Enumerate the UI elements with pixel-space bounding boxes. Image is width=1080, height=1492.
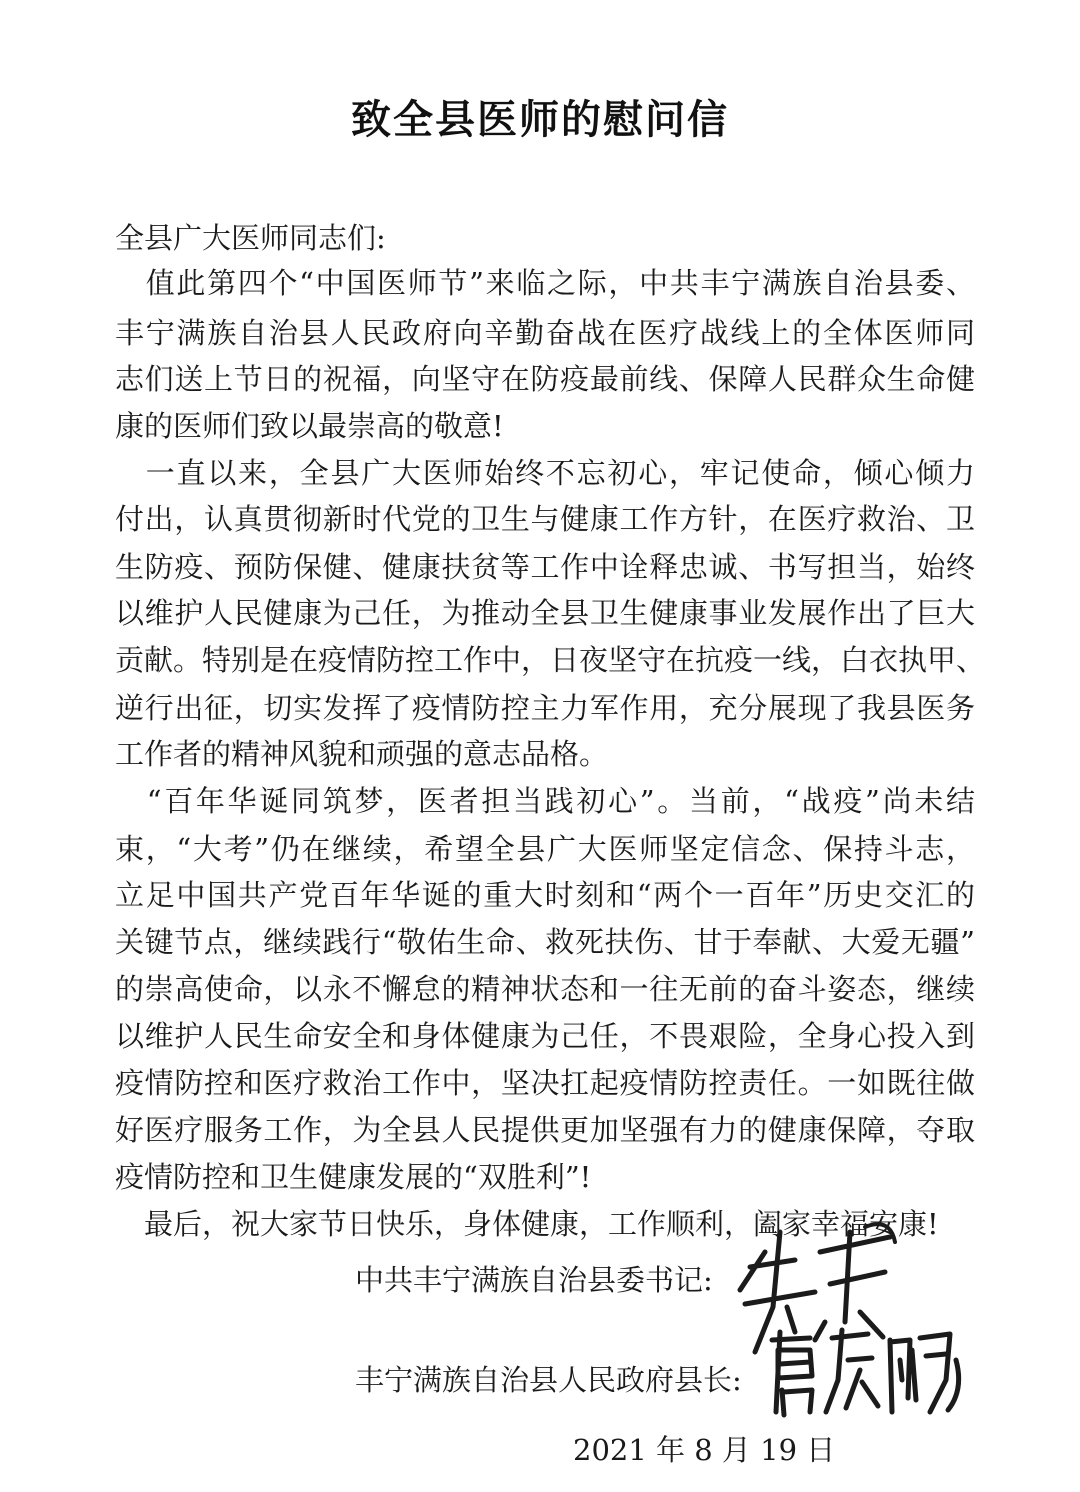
body-line: 逆行出征，切实发挥了疫情防控主力军作用，充分展现了我县医务 — [115, 691, 975, 725]
body-line: 康的医师们致以最崇高的敬意! — [115, 409, 504, 443]
body-line: 以维护人民健康为己任，为推动全县卫生健康事业发展作出了巨大 — [115, 596, 975, 630]
body-line: 值此第四个“中国医师节”来临之际，中共丰宁满族自治县委、 — [115, 266, 975, 300]
body-line: 好医疗服务工作，为全县人民提供更加坚强有力的健康保障，夺取 — [115, 1113, 975, 1147]
body-line: 贡献。特别是在疫情防控工作中，日夜坚守在抗疫一线，白衣执甲、 — [115, 643, 986, 677]
body-line: 付出，认真贯彻新时代党的卫生与健康工作方针，在医疗救治、卫 — [115, 502, 975, 536]
letter-title: 致全县医师的慰问信 — [351, 96, 729, 143]
letter-date: 2021 年 8 月 19 日 — [573, 1433, 836, 1467]
body-line: 的崇高使命，以永不懈怠的精神状态和一往无前的奋斗姿态，继续 — [115, 972, 975, 1006]
body-line: 以维护人民生命安全和身体健康为己任，不畏艰险，全身心投入到 — [115, 1019, 975, 1053]
body-line: 立足中国共产党百年华诞的重大时刻和“两个一百年”历史交汇的 — [115, 878, 975, 912]
body-line: 丰宁满族自治县人民政府向辛勤奋战在医疗战线上的全体医师同 — [115, 316, 975, 350]
body-line: 关键节点，继续践行“敬佑生命、救死扶伤、甘于奉献、大爱无疆” — [115, 925, 975, 959]
salutation: 全县广大医师同志们: — [115, 221, 386, 255]
county-head-title: 丰宁满族自治县人民政府县长: — [355, 1363, 742, 1397]
closing-line: 最后，祝大家节日快乐，身体健康，工作顺利，阖家幸福安康! — [115, 1207, 939, 1241]
body-line: “百年华诞同筑梦，医者担当践初心”。当前，“战疫”尚未结 — [115, 784, 975, 818]
body-line: 工作者的精神风貌和顽强的意志品格。 — [115, 737, 609, 771]
body-line: 疫情防控和医疗救治工作中，坚决扛起疫情防控责任。一如既往做 — [115, 1066, 975, 1100]
county-head-signature — [750, 1320, 970, 1420]
body-line: 束，“大考”仍在继续，希望全县广大医师坚定信念、保持斗志， — [115, 832, 975, 866]
body-line: 疫情防控和卫生健康发展的“双胜利”! — [115, 1160, 592, 1194]
body-line: 生防疫、预防保健、健康扶贫等工作中诠释忠诚、书写担当，始终 — [115, 550, 975, 584]
body-line: 一直以来，全县广大医师始终不忘初心，牢记使命，倾心倾力 — [115, 456, 975, 490]
secretary-title: 中共丰宁满族自治县委书记: — [355, 1263, 713, 1297]
body-line: 志们送上节日的祝福，向坚守在防疫最前线、保障人民群众生命健 — [115, 362, 975, 396]
